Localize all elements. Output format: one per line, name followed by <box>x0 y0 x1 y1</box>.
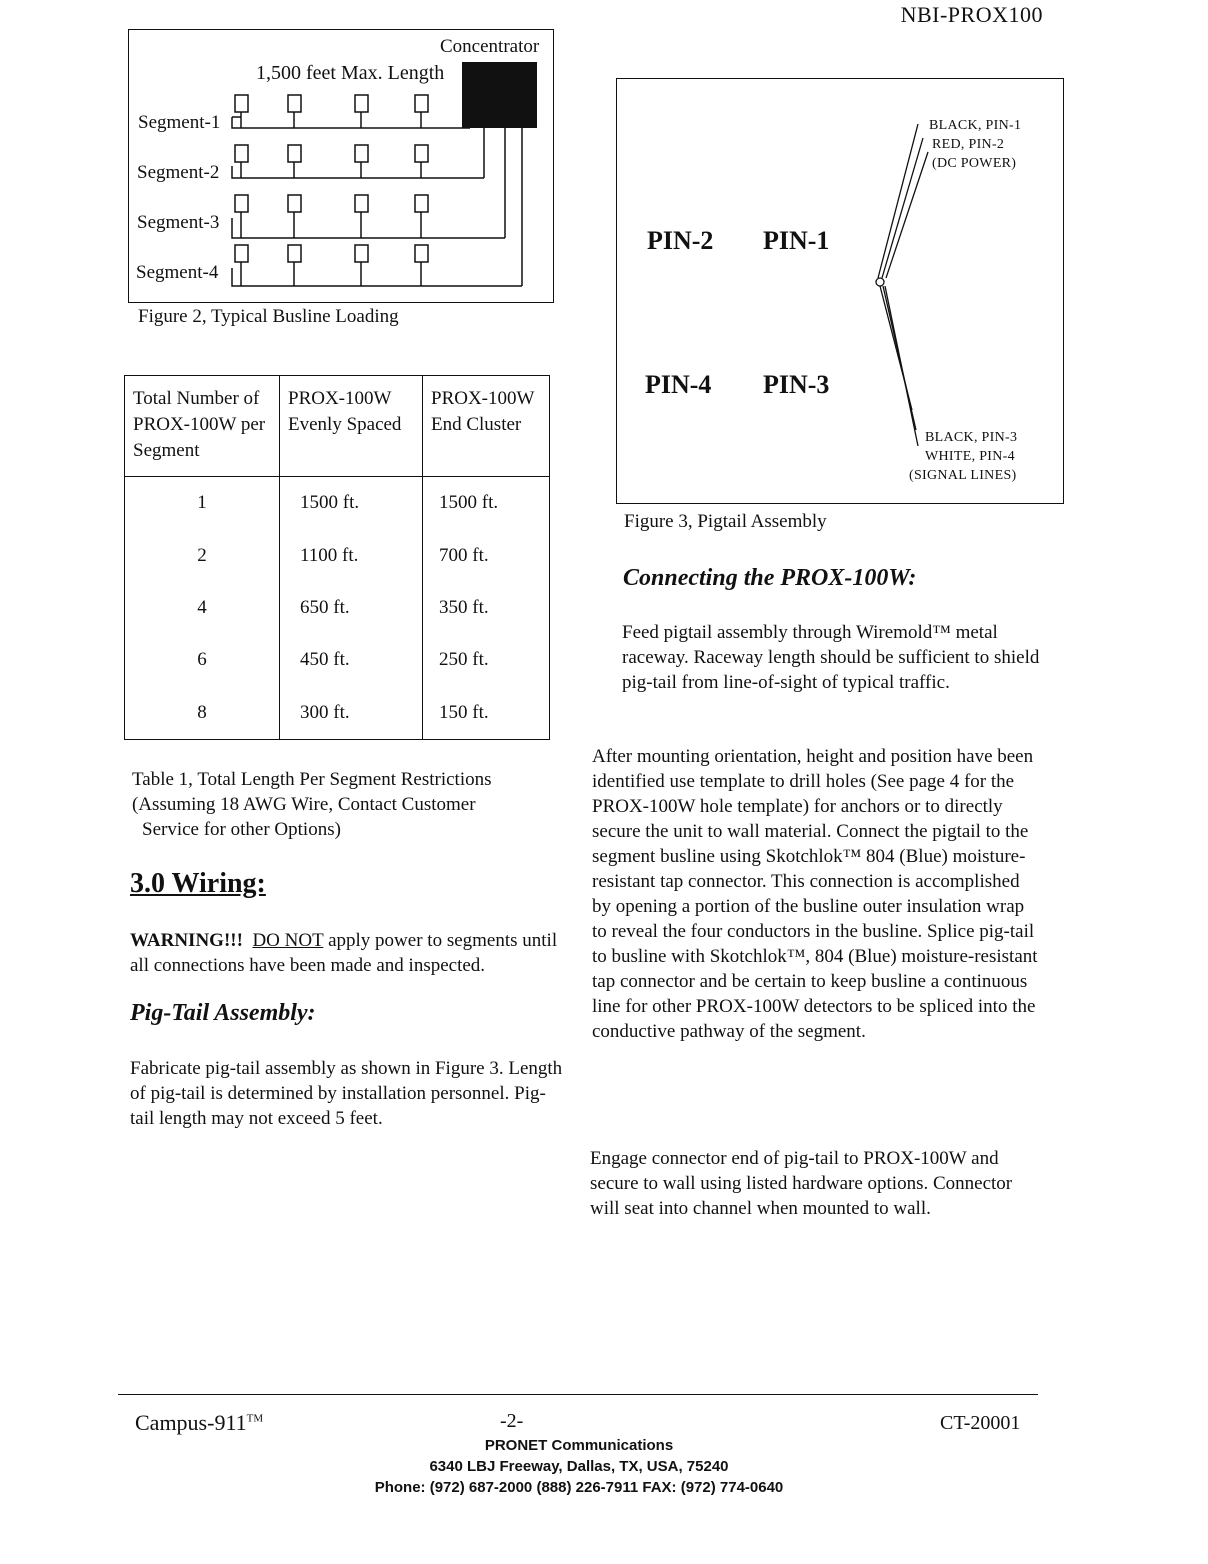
warning-text: apply power to segments until all connections have been made and inspected. <box>130 930 558 976</box>
header-end-cluster: PROX-100W End Cluster <box>423 376 550 477</box>
page-number: -2- <box>500 1410 524 1432</box>
footer-rule <box>118 1394 1038 1395</box>
table1-caption <box>132 767 572 842</box>
wiring-warning <box>130 928 580 978</box>
cell-evenly: 1100 ft. <box>280 529 423 581</box>
pin-2-label: PIN-2 <box>647 226 714 255</box>
mounting-paragraph: After mounting orientation, height and position have been identified use template to drill holes (See page 4 for the PROX-100W hole template) for anchors or to directly secure the unit to wall material. Connect the pigtail to the segment busline using Skotchlok™ 804 (Blue) moisture-resistant tap connector. This connection is accomplished by opening a portion of the busline outer insulation wrap to reveal the four conductors in the busline. Splice pig-tail to busline with Skotchlok™, 804 (Blue) moisture-resistant tap connector and be certain to keep busline a continuous line for other PROX-100W detectors to be spliced into the conductive pathway of the segment. <box>592 746 1038 1042</box>
pin-1-label: PIN-1 <box>763 226 830 255</box>
concentrator-label: Concentrator <box>440 36 540 57</box>
cell-cluster: 250 ft. <box>423 634 550 686</box>
product-name <box>135 1410 263 1436</box>
table1-caption-line2: (Assuming 18 AWG Wire, Contact Customer <box>132 794 476 815</box>
cell-count: 8 <box>125 687 280 740</box>
header-evenly-spaced: PROX-100W Evenly Spaced <box>280 376 423 477</box>
warning-do-not: DO NOT <box>252 930 324 951</box>
table-header-row <box>125 376 550 477</box>
segment-3-detectors <box>232 195 505 238</box>
cell-count: 6 <box>125 634 280 686</box>
cell-cluster: 1500 ft. <box>423 477 550 530</box>
pigtail-paragraph: Fabricate pig-tail assembly as shown in Figure 3. Length of pig-tail is determined by installation personnel. Pig-tail length may not exceed 5 feet. <box>130 1058 563 1129</box>
cell-cluster: 350 ft. <box>423 582 550 634</box>
table-row <box>125 634 550 686</box>
company-address: 6340 LBJ Freeway, Dallas, TX, USA, 75240 <box>429 1458 729 1475</box>
segment-4-detectors <box>232 245 522 286</box>
warning-label: WARNING!!! <box>130 930 243 951</box>
busline-diagram <box>0 0 600 310</box>
length-restrictions-table <box>124 375 550 740</box>
table-row <box>125 687 550 740</box>
company-phone: Phone: (972) 687-2000 (888) 226-7911 FAX: (972) 774-0640 <box>374 1479 784 1496</box>
figure3-caption: Figure 3, Pigtail Assembly <box>624 511 827 532</box>
header-total-number: Total Number of PROX-100W per Segment <box>125 376 280 477</box>
segment-label-3: Segment-3 <box>137 212 220 233</box>
segment-1-detectors <box>232 95 470 128</box>
wire-white-pin4: WHITE, PIN-4 <box>925 449 1015 464</box>
wiring-heading: 3.0 Wiring: <box>130 868 266 899</box>
pin-3-label: PIN-3 <box>763 370 830 399</box>
pigtail-wires <box>860 110 940 450</box>
table-row <box>125 477 550 530</box>
wire-dc-power: (DC POWER) <box>932 156 1017 171</box>
cell-evenly: 650 ft. <box>280 582 423 634</box>
cell-count: 2 <box>125 529 280 581</box>
segment-label-1: Segment-1 <box>138 112 221 133</box>
figure2-caption: Figure 2, Typical Busline Loading <box>138 306 399 327</box>
table1-caption-line3: Service for other Options) <box>142 819 341 840</box>
company-name: PRONET Communications <box>484 1437 674 1454</box>
cell-evenly: 1500 ft. <box>280 477 423 530</box>
product-name-text: Campus-911 <box>135 1410 247 1435</box>
wire-black-pin1: BLACK, PIN-1 <box>929 118 1022 133</box>
engage-paragraph: Engage connector end of pig-tail to PROX-100W and secure to wall using listed hardware options. Connector will seat into channel when mounted to wall. <box>590 1148 1013 1219</box>
max-length-label: 1,500 feet Max. Length <box>256 62 445 84</box>
trademark: TM <box>246 1412 264 1425</box>
document-id: NBI-PROX100 <box>900 2 1043 27</box>
cell-cluster: 700 ft. <box>423 529 550 581</box>
table-row <box>125 582 550 634</box>
feed-paragraph: Feed pigtail assembly through Wiremold™ metal raceway. Raceway length should be sufficient to shield pig-tail from line-of-sight of typical traffic. <box>622 622 1040 693</box>
cell-count: 1 <box>125 477 280 530</box>
cell-cluster: 150 ft. <box>423 687 550 740</box>
connecting-heading: Connecting the PROX-100W: <box>623 565 917 591</box>
pigtail-heading: Pig-Tail Assembly: <box>130 1000 316 1026</box>
segment-label-2: Segment-2 <box>137 162 220 183</box>
pin-4-label: PIN-4 <box>645 370 712 399</box>
table1-caption-line1: Table 1, Total Length Per Segment Restrictions <box>132 769 492 790</box>
wire-black-pin3: BLACK, PIN-3 <box>925 430 1018 445</box>
cell-evenly: 450 ft. <box>280 634 423 686</box>
document-code: CT-20001 <box>940 1412 1021 1434</box>
wire-signal-lines: (SIGNAL LINES) <box>909 468 1017 483</box>
segment-label-4: Segment-4 <box>136 262 219 283</box>
cell-evenly: 300 ft. <box>280 687 423 740</box>
wire-red-pin2: RED, PIN-2 <box>932 137 1005 152</box>
segment-2-detectors <box>232 145 484 178</box>
table-row <box>125 529 550 581</box>
cell-count: 4 <box>125 582 280 634</box>
